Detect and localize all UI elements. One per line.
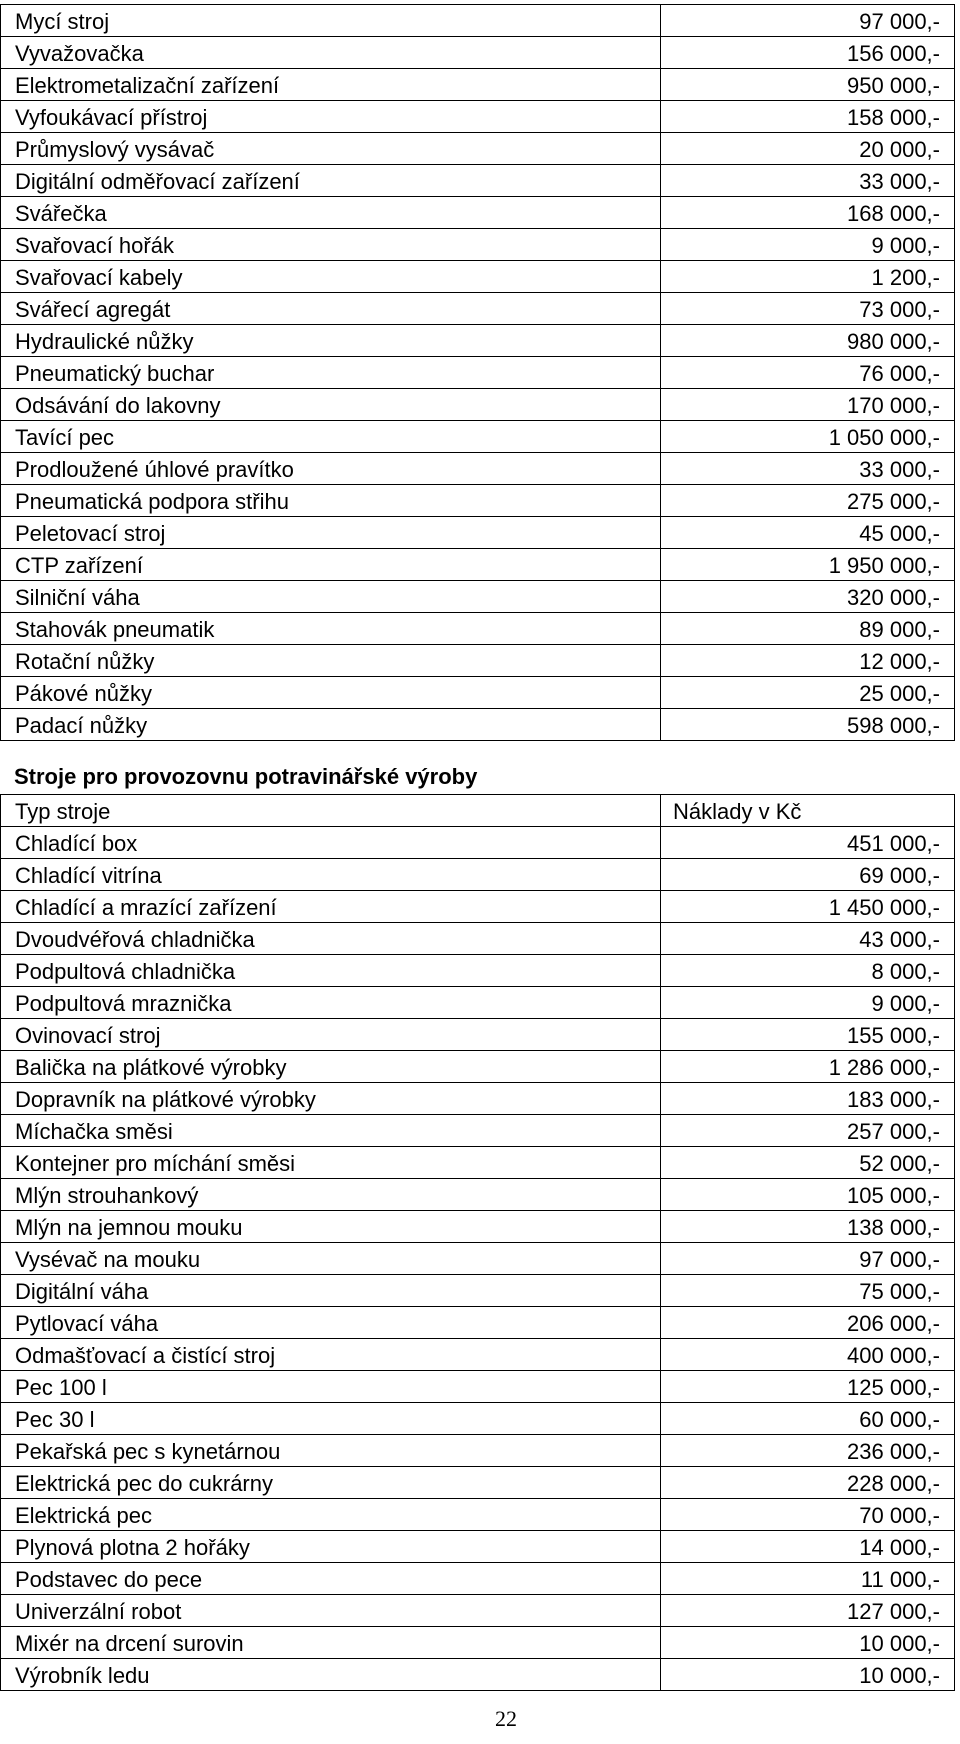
- machine-cost-cell: 236 000,-: [661, 1435, 955, 1467]
- machine-cost-cell: 33 000,-: [661, 165, 955, 197]
- table-row: [1, 1435, 955, 1467]
- machine-name-cell: Odmašťovací a čistící stroj: [1, 1339, 661, 1371]
- machine-cost-cell: 76 000,-: [661, 357, 955, 389]
- machine-cost-cell: 206 000,-: [661, 1307, 955, 1339]
- table-row: [1, 1243, 955, 1275]
- machine-cost-cell: 97 000,-: [661, 5, 955, 37]
- machine-name-cell: Chladící box: [1, 827, 661, 859]
- table-row: [1, 1115, 955, 1147]
- machine-name-cell: Stahovák pneumatik: [1, 613, 661, 645]
- machine-cost-cell: 43 000,-: [661, 923, 955, 955]
- machine-cost-cell: 60 000,-: [661, 1403, 955, 1435]
- table-row: [1, 229, 955, 261]
- machine-name-cell: Tavící pec: [1, 421, 661, 453]
- header-costs: Náklady v Kč: [661, 795, 955, 827]
- machine-name-cell: Elektrometalizační zařízení: [1, 69, 661, 101]
- table-row: [1, 1563, 955, 1595]
- machine-cost-cell: 950 000,-: [661, 69, 955, 101]
- table-row: [1, 1531, 955, 1563]
- machine-name-cell: Mlýn na jemnou mouku: [1, 1211, 661, 1243]
- machine-name-cell: Vyvažovačka: [1, 37, 661, 69]
- machine-name-cell: Mycí stroj: [1, 5, 661, 37]
- table-row: [1, 389, 955, 421]
- machine-name-cell: Ovinovací stroj: [1, 1019, 661, 1051]
- machine-cost-cell: 451 000,-: [661, 827, 955, 859]
- table-row: [1, 1275, 955, 1307]
- machine-name-cell: Elektrická pec: [1, 1499, 661, 1531]
- table-row: [1, 709, 955, 741]
- table-row: [1, 859, 955, 891]
- table-row: [1, 261, 955, 293]
- machine-name-cell: Výrobník ledu: [1, 1659, 661, 1691]
- table-row: [1, 955, 955, 987]
- machine-name-cell: Svářecí agregát: [1, 293, 661, 325]
- machine-name-cell: Svařovací kabely: [1, 261, 661, 293]
- machine-name-cell: Plynová plotna 2 hořáky: [1, 1531, 661, 1563]
- machine-cost-cell: 25 000,-: [661, 677, 955, 709]
- machine-name-cell: Silniční váha: [1, 581, 661, 613]
- machine-name-cell: Průmyslový vysávač: [1, 133, 661, 165]
- machine-cost-cell: 168 000,-: [661, 197, 955, 229]
- machine-cost-cell: 45 000,-: [661, 517, 955, 549]
- machine-name-cell: Rotační nůžky: [1, 645, 661, 677]
- machine-name-cell: Mixér na drcení surovin: [1, 1627, 661, 1659]
- table-row: [1, 1595, 955, 1627]
- machine-name-cell: Pneumatická podpora střihu: [1, 485, 661, 517]
- machine-cost-cell: 69 000,-: [661, 859, 955, 891]
- machine-cost-cell: 52 000,-: [661, 1147, 955, 1179]
- table-row: [1, 827, 955, 859]
- machine-name-cell: Svářečka: [1, 197, 661, 229]
- machine-cost-cell: 10 000,-: [661, 1659, 955, 1691]
- machine-name-cell: Kontejner pro míchání směsi: [1, 1147, 661, 1179]
- table-row: [1, 517, 955, 549]
- machine-name-cell: Podstavec do pece: [1, 1563, 661, 1595]
- table-row: [1, 5, 955, 37]
- table-row: [1, 1147, 955, 1179]
- table-row: [1, 453, 955, 485]
- machine-cost-cell: 1 450 000,-: [661, 891, 955, 923]
- table-row: [1, 1307, 955, 1339]
- machine-name-cell: Podpultová chladnička: [1, 955, 661, 987]
- machine-name-cell: Padací nůžky: [1, 709, 661, 741]
- machine-cost-cell: 105 000,-: [661, 1179, 955, 1211]
- table-row: [1, 165, 955, 197]
- machine-cost-cell: 320 000,-: [661, 581, 955, 613]
- machine-cost-cell: 155 000,-: [661, 1019, 955, 1051]
- table-row: [1, 1371, 955, 1403]
- table-row: [1, 1083, 955, 1115]
- machine-name-cell: Prodloužené úhlové pravítko: [1, 453, 661, 485]
- machine-price-table-body: [1, 5, 955, 741]
- machine-name-cell: Digitální odměřovací zařízení: [1, 165, 661, 197]
- machine-cost-cell: 20 000,-: [661, 133, 955, 165]
- table-row: [1, 293, 955, 325]
- machine-cost-cell: 257 000,-: [661, 1115, 955, 1147]
- table-row: [1, 1659, 955, 1691]
- machine-cost-cell: 1 950 000,-: [661, 549, 955, 581]
- machine-name-cell: Pec 30 l: [1, 1403, 661, 1435]
- machine-cost-cell: 598 000,-: [661, 709, 955, 741]
- machine-cost-cell: 1 050 000,-: [661, 421, 955, 453]
- table-row: [1, 1179, 955, 1211]
- table-row: [1, 37, 955, 69]
- table-row: [1, 357, 955, 389]
- machine-cost-cell: 980 000,-: [661, 325, 955, 357]
- table-row: [1, 69, 955, 101]
- machine-name-cell: Pneumatický buchar: [1, 357, 661, 389]
- machine-name-cell: Balička na plátkové výrobky: [1, 1051, 661, 1083]
- machine-cost-cell: 14 000,-: [661, 1531, 955, 1563]
- machine-cost-cell: 33 000,-: [661, 453, 955, 485]
- machine-cost-cell: 97 000,-: [661, 1243, 955, 1275]
- table-row: [1, 1019, 955, 1051]
- machine-cost-cell: 9 000,-: [661, 987, 955, 1019]
- machine-name-cell: Pec 100 l: [1, 1371, 661, 1403]
- machine-cost-cell: 127 000,-: [661, 1595, 955, 1627]
- table-row: [1, 677, 955, 709]
- table-row: [1, 421, 955, 453]
- machine-name-cell: Mlýn strouhankový: [1, 1179, 661, 1211]
- machine-cost-cell: 138 000,-: [661, 1211, 955, 1243]
- table-row: [1, 1467, 955, 1499]
- table-row: [1, 1339, 955, 1371]
- table-row: [1, 485, 955, 517]
- machine-cost-cell: 183 000,-: [661, 1083, 955, 1115]
- machine-cost-cell: 8 000,-: [661, 955, 955, 987]
- table-row: [1, 1051, 955, 1083]
- page-number: 22: [495, 1706, 517, 1731]
- machine-name-cell: Podpultová mraznička: [1, 987, 661, 1019]
- machine-cost-cell: 275 000,-: [661, 485, 955, 517]
- machine-cost-cell: 9 000,-: [661, 229, 955, 261]
- machine-cost-cell: 170 000,-: [661, 389, 955, 421]
- table-row: [1, 645, 955, 677]
- machine-name-cell: Dopravník na plátkové výrobky: [1, 1083, 661, 1115]
- machine-cost-cell: 12 000,-: [661, 645, 955, 677]
- machine-name-cell: Odsávání do lakovny: [1, 389, 661, 421]
- machine-cost-cell: 75 000,-: [661, 1275, 955, 1307]
- table-row: [1, 891, 955, 923]
- machine-cost-cell: 156 000,-: [661, 37, 955, 69]
- machine-cost-cell: 73 000,-: [661, 293, 955, 325]
- header-machine-type: Typ stroje: [1, 795, 661, 827]
- food-production-machine-table: [0, 794, 955, 1691]
- table-row: [1, 1627, 955, 1659]
- machine-name-cell: Vyfoukávací přístroj: [1, 101, 661, 133]
- machine-name-cell: Chladící vitrína: [1, 859, 661, 891]
- machine-cost-cell: 1 286 000,-: [661, 1051, 955, 1083]
- machine-cost-cell: 10 000,-: [661, 1627, 955, 1659]
- table-row: [1, 325, 955, 357]
- machine-cost-cell: 1 200,-: [661, 261, 955, 293]
- table-row: [1, 613, 955, 645]
- table-row: [1, 549, 955, 581]
- machine-name-cell: Vysévač na mouku: [1, 1243, 661, 1275]
- machine-name-cell: Dvoudvéřová chladnička: [1, 923, 661, 955]
- table-header-row: [1, 795, 955, 827]
- machine-name-cell: Pytlovací váha: [1, 1307, 661, 1339]
- machine-name-cell: Digitální váha: [1, 1275, 661, 1307]
- machine-name-cell: Chladící a mrazící zařízení: [1, 891, 661, 923]
- machine-name-cell: Univerzální robot: [1, 1595, 661, 1627]
- machine-cost-cell: 228 000,-: [661, 1467, 955, 1499]
- machine-name-cell: Pákové nůžky: [1, 677, 661, 709]
- section-title: Stroje pro provozovnu potravinářské výroby: [14, 764, 478, 789]
- table-row: [1, 581, 955, 613]
- machine-name-cell: Svařovací hořák: [1, 229, 661, 261]
- machine-name-cell: Míchačka směsi: [1, 1115, 661, 1147]
- table-row: [1, 133, 955, 165]
- table-row: [1, 101, 955, 133]
- machine-cost-cell: 70 000,-: [661, 1499, 955, 1531]
- machine-name-cell: Elektrická pec do cukrárny: [1, 1467, 661, 1499]
- table-row: [1, 987, 955, 1019]
- machine-name-cell: Hydraulické nůžky: [1, 325, 661, 357]
- machine-name-cell: Peletovací stroj: [1, 517, 661, 549]
- table-row: [1, 1499, 955, 1531]
- machine-cost-cell: 89 000,-: [661, 613, 955, 645]
- machine-name-cell: CTP zařízení: [1, 549, 661, 581]
- table-row: [1, 1403, 955, 1435]
- table-row: [1, 923, 955, 955]
- machine-cost-cell: 11 000,-: [661, 1563, 955, 1595]
- machine-cost-cell: 125 000,-: [661, 1371, 955, 1403]
- table-row: [1, 1211, 955, 1243]
- machine-cost-cell: 400 000,-: [661, 1339, 955, 1371]
- machine-cost-cell: 158 000,-: [661, 101, 955, 133]
- machine-name-cell: Pekařská pec s kynetárnou: [1, 1435, 661, 1467]
- food-production-machine-table-body: [1, 795, 955, 1691]
- table-row: [1, 197, 955, 229]
- machine-price-table: [0, 4, 955, 741]
